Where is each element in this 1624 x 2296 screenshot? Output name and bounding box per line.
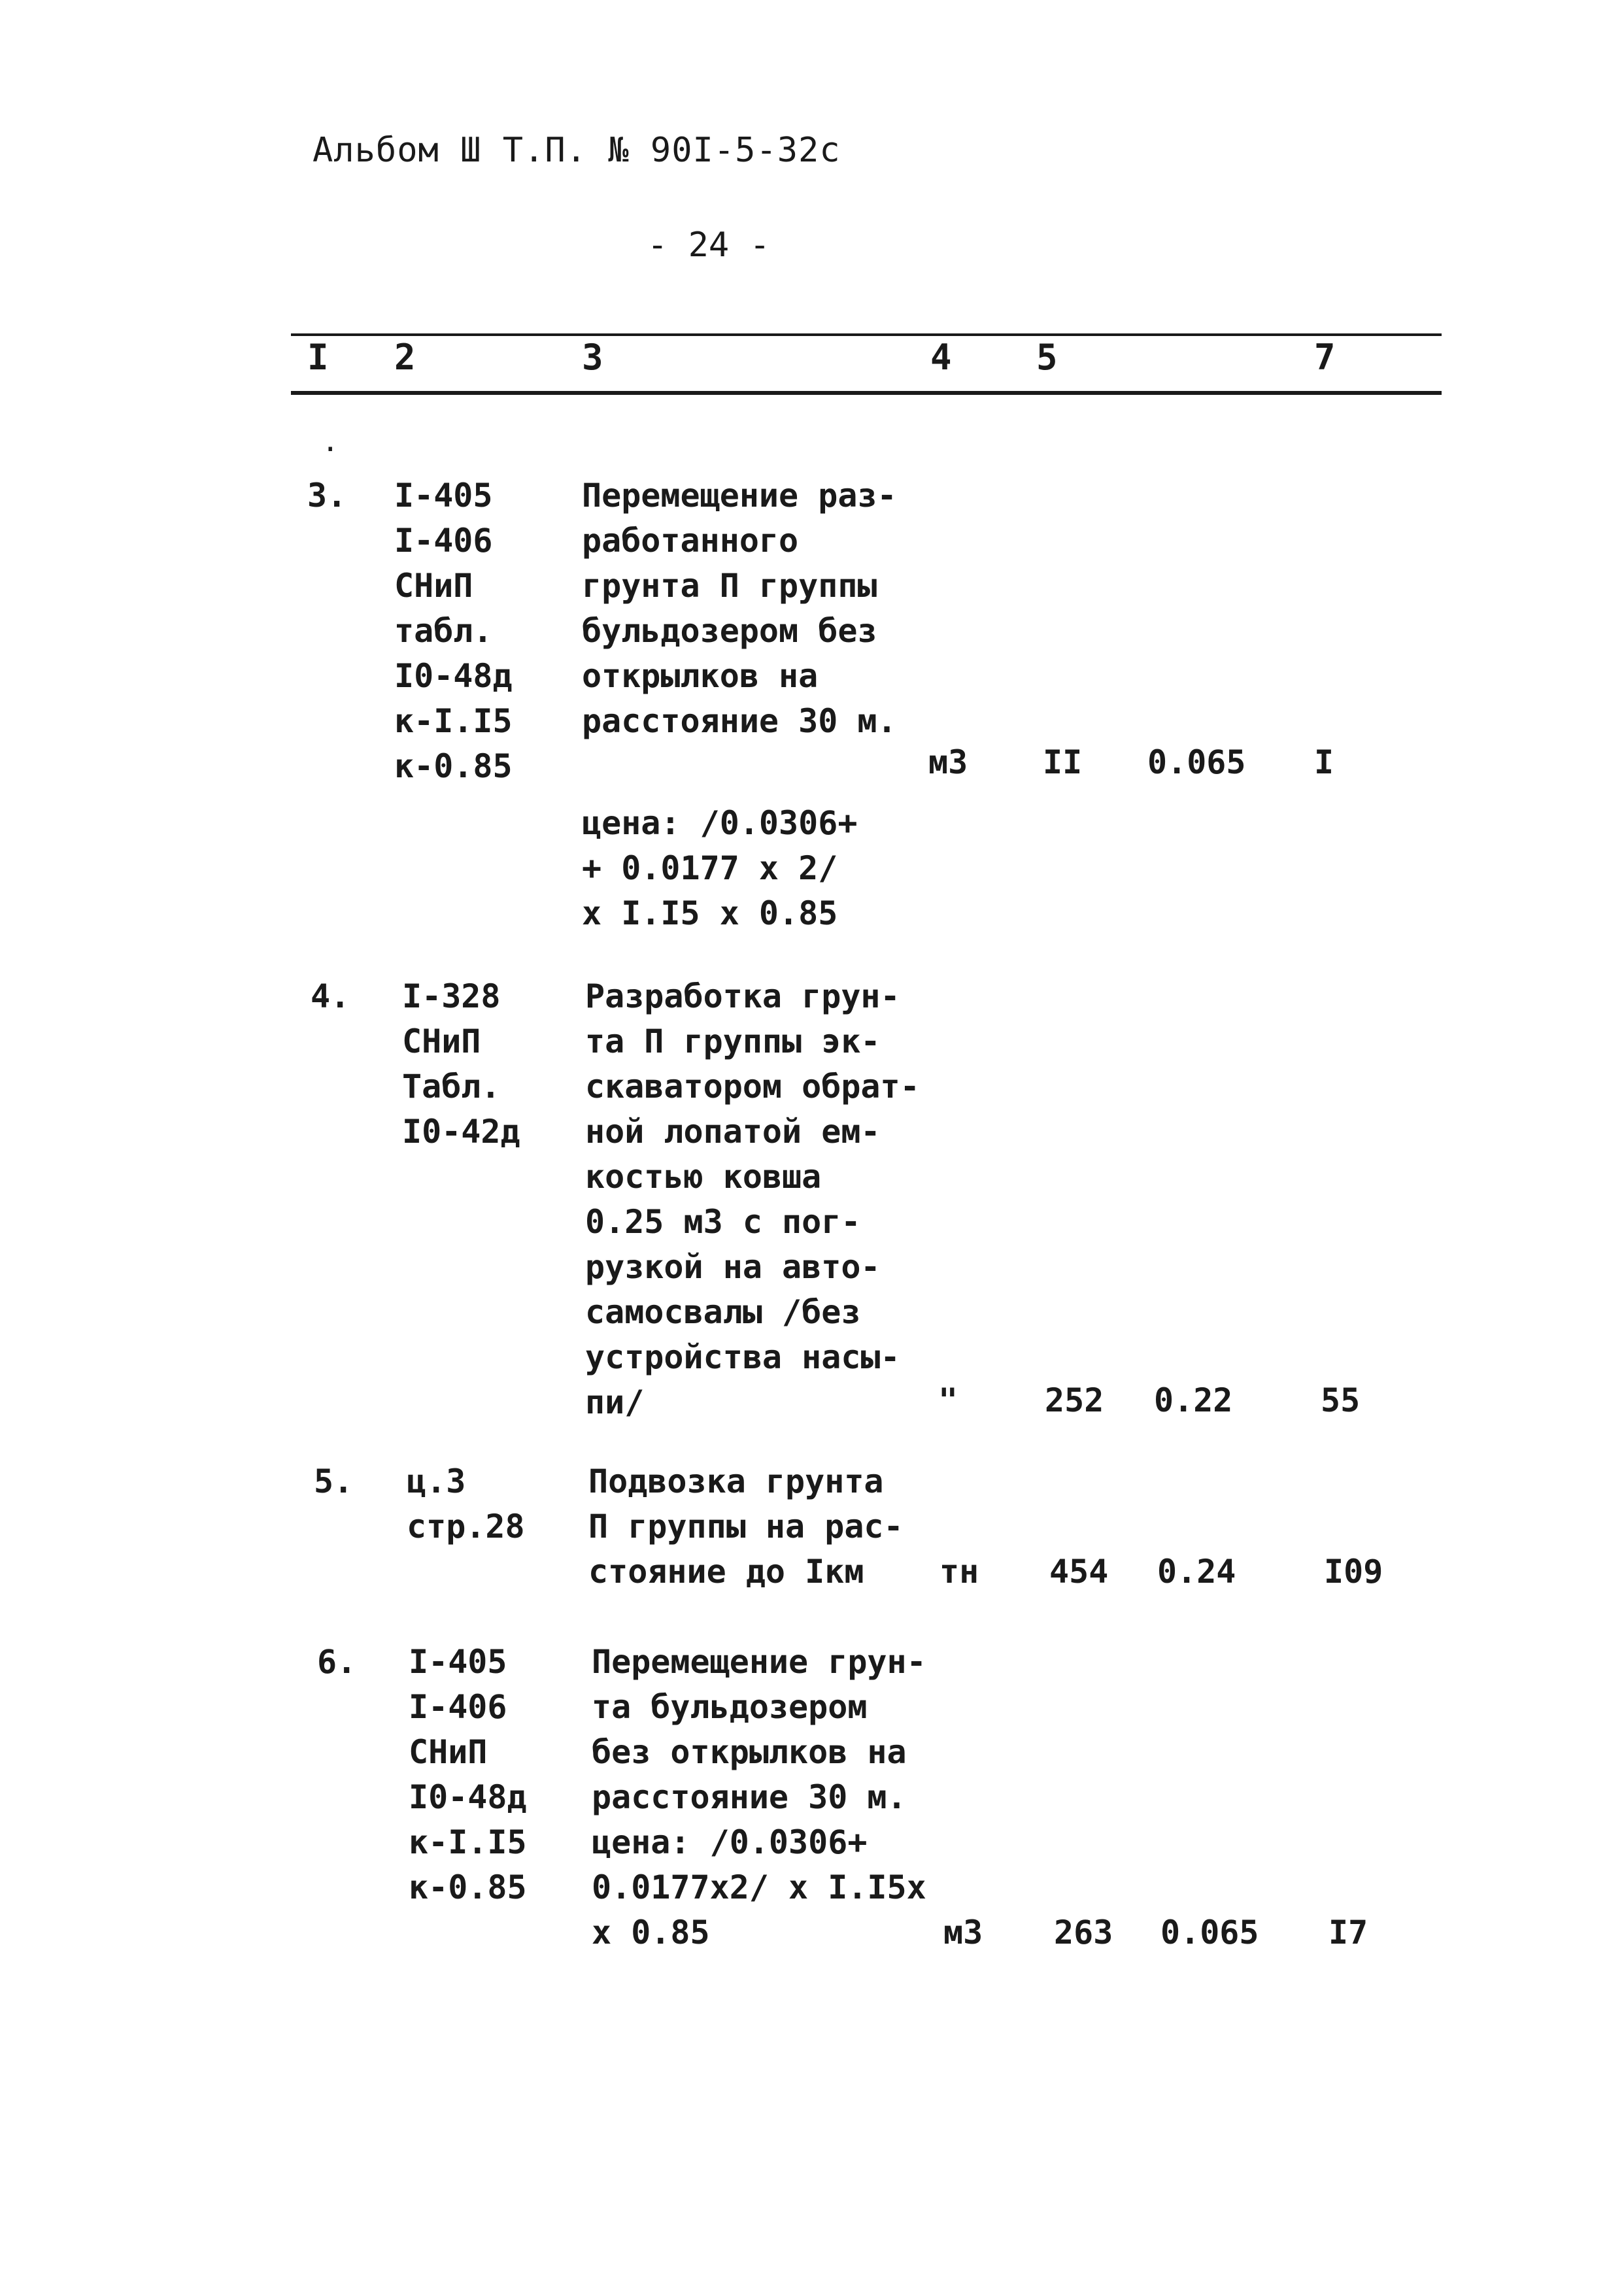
row-total: I — [1314, 743, 1334, 781]
row-rate: 0.24 — [1157, 1553, 1236, 1591]
row-number: 5. — [314, 1462, 354, 1500]
row-unit: м3 — [943, 1914, 983, 1951]
row-unit: " — [938, 1381, 958, 1419]
column-header-1: I — [307, 337, 329, 378]
row-rate: 0.065 — [1147, 743, 1246, 781]
row-total: I7 — [1328, 1914, 1368, 1951]
row-rate: 0.065 — [1160, 1914, 1259, 1951]
column-header-3: 3 — [582, 337, 603, 378]
row-quantity: 454 — [1049, 1553, 1109, 1591]
row-reference: ц.3 стр.28 — [407, 1462, 525, 1545]
row-unit: м3 — [928, 743, 968, 781]
row-description: Перемещение раз- работанного грунта П группы бульдозером без открылков на расстояние 30 м. — [582, 477, 897, 740]
row-rate: 0.22 — [1154, 1381, 1233, 1419]
row-quantity: 252 — [1045, 1381, 1104, 1419]
row-description: Подвозка грунта П группы на рас- стояние до Iкм — [588, 1462, 904, 1591]
table-top-rule — [291, 333, 1442, 336]
row-reference: I-328 СНиП Табл. I0-42д — [402, 977, 520, 1151]
row-number: 4. — [311, 977, 350, 1015]
table-header-rule — [291, 391, 1442, 395]
row-description: Перемещение грун- та бульдозером без открылков на расстояние 30 м. цена: /0.0306+ 0.0177х2/ х I.I5х х 0.85 — [592, 1643, 926, 1951]
row-reference: I-405 I-406 СНиП I0-48д к-I.I5 к-0.85 — [409, 1643, 527, 1906]
row-quantity: II — [1043, 743, 1083, 781]
row-total: I09 — [1324, 1553, 1383, 1591]
row-price-formula: цена: /0.0306+ + 0.0177 х 2/ х I.I5 х 0.85 — [582, 804, 858, 932]
row-description: Разработка грун- та П группы эк- скаватором обрат- ной лопатой ем- костью ковша 0.25 м3 с пог- рузкой на авто- самосвалы /без устройства насы- пи/ — [585, 977, 920, 1421]
album-title: Альбом Ш Т.П. № 90I-5-32с — [313, 131, 841, 170]
column-header-5: 5 — [1036, 337, 1058, 378]
column-header-2: 2 — [394, 337, 416, 378]
stray-mark: . — [322, 425, 339, 458]
row-total: 55 — [1321, 1381, 1361, 1419]
row-reference: I-405 I-406 СНиП табл. I0-48д к-I.I5 к-0.85 — [394, 477, 513, 785]
row-quantity: 263 — [1054, 1914, 1113, 1951]
column-header-7: 7 — [1314, 337, 1336, 378]
row-number: 3. — [307, 477, 347, 515]
page-number: - 24 - — [647, 226, 770, 265]
row-number: 6. — [317, 1643, 357, 1681]
column-header-4: 4 — [930, 337, 952, 378]
row-unit: тн — [939, 1553, 979, 1591]
